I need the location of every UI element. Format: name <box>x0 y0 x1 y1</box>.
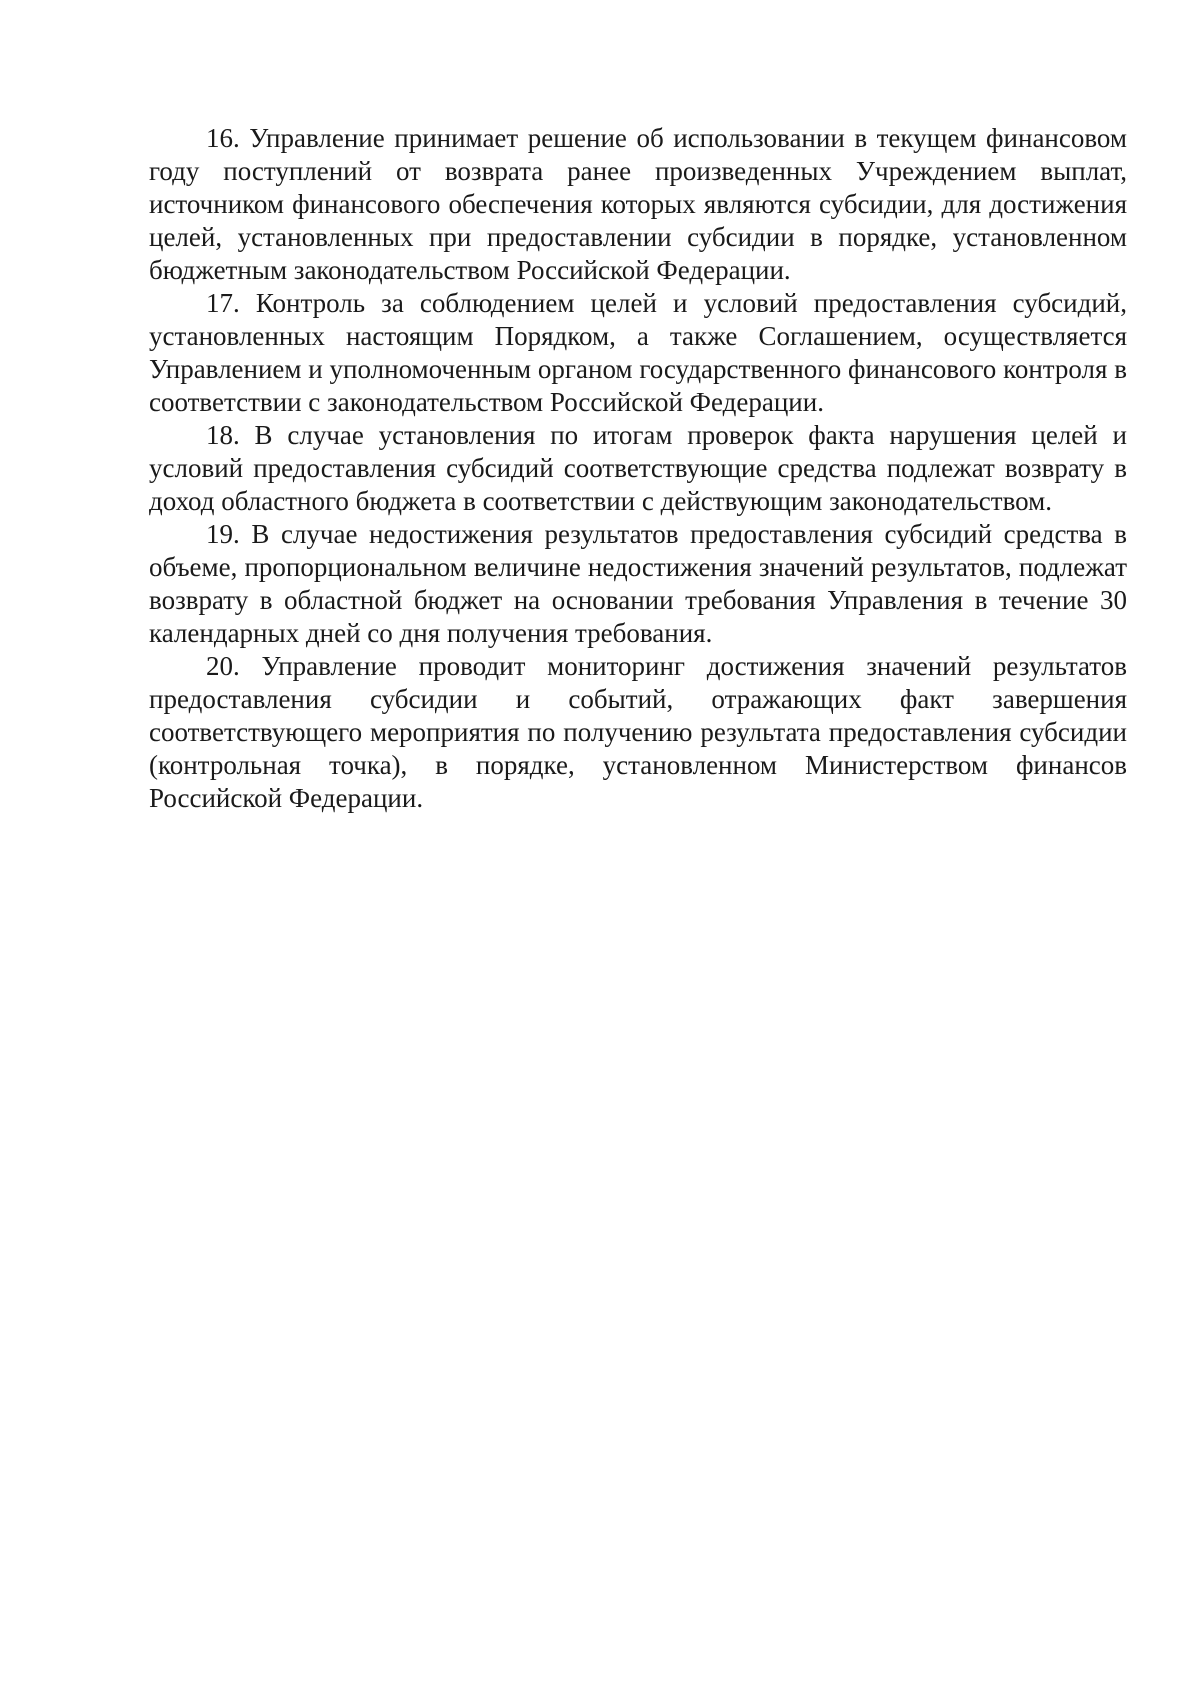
paragraph-17: 17. Контроль за соблюдением целей и условий предоставления субсидий, установленных настоящим Порядком, а также Соглашением, осуществляется Управлением и уполномоченным органом государственного финансового контроля в соответствии с законодательством Российской Федерации. <box>149 288 1127 417</box>
paragraph-16: 16. Управление принимает решение об использовании в текущем финансовом году поступлений от возврата ранее произведенных Учреждением выплат, источником финансового обеспечения которых являются субсидии, для достижения целей, установленных при предоставлении субсидии в порядке, установленном бюджетным законодательством Российской Федерации. <box>149 123 1127 285</box>
paragraph-19: 19. В случае недостижения результатов предоставления субсидий средства в объеме, пропорциональном величине недостижения значений результатов, подлежат возврату в областной бюджет на основании требования Управления в течение 30 календарных дней со дня получения требования. <box>149 519 1127 648</box>
document-body <box>149 122 1127 815</box>
paragraph-20: 20. Управление проводит мониторинг достижения значений результатов предоставления субсидии и событий, отражающих факт завершения соответствующего мероприятия по получению результата предоставления субсидии (контрольная точка), в порядке, установленном Министерством финансов Российской Федерации. <box>149 651 1127 813</box>
paragraph-18: 18. В случае установления по итогам проверок факта нарушения целей и условий предоставления субсидий соответствующие средства подлежат возврату в доход областного бюджета в соответствии с действующим законодательством. <box>149 420 1127 516</box>
